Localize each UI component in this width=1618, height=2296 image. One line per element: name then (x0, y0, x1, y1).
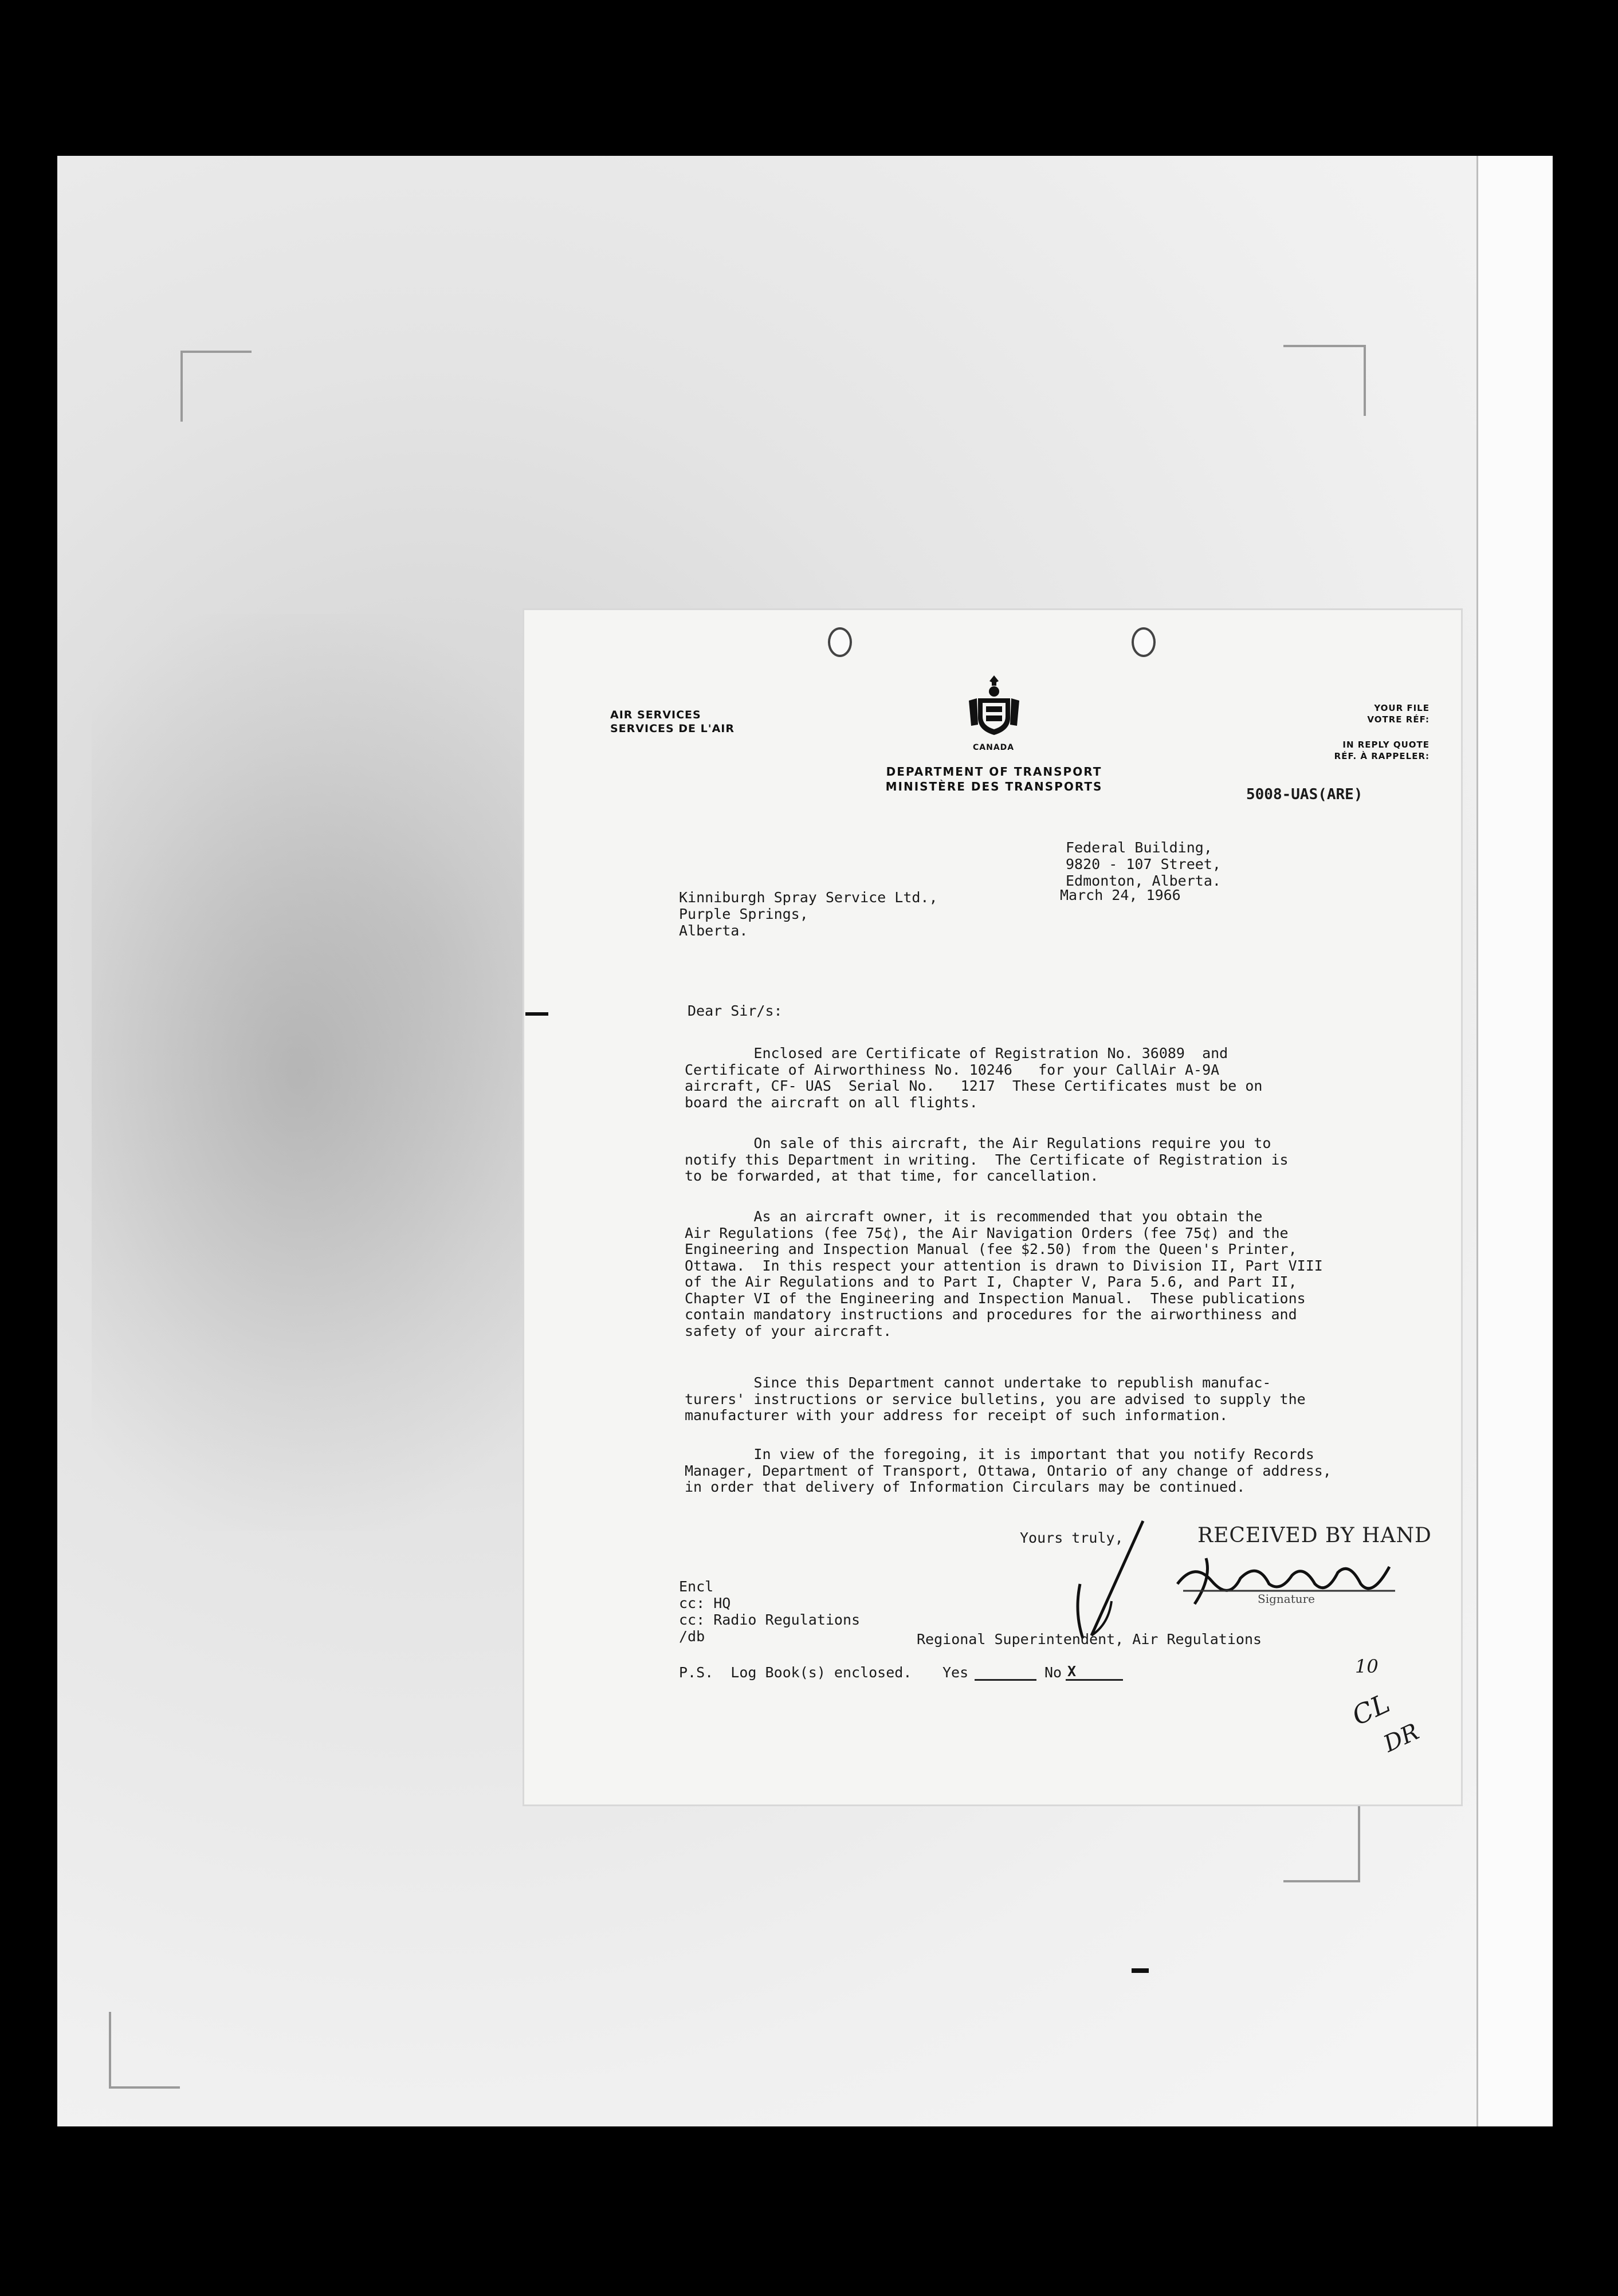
recipient-line3: Alberta. (679, 922, 748, 939)
sender-address-line1: Federal Building, (1066, 839, 1212, 856)
enclosure-line2: cc: HQ (679, 1595, 731, 1611)
corner-mark-top-left (180, 351, 252, 422)
paragraph-line: safety of your aircraft. (685, 1322, 892, 1339)
paragraph-line: Ottawa. In this respect your attention is drawn to Division II, Part VIII (685, 1257, 1323, 1274)
paragraph-sale (685, 1135, 1289, 1185)
enclosure-line1: Encl (679, 1578, 714, 1595)
paragraph-line: in order that delivery of Information Circulars may be continued. (685, 1479, 1246, 1495)
paragraph-line: to be forwarded, at that time, for cancellation. (685, 1167, 1099, 1184)
paragraph-bulletins (685, 1375, 1306, 1424)
paragraph-line: Since this Department cannot undertake to republish manufac- (685, 1374, 1271, 1391)
sender-address-line2: 9820 - 107 Street, (1066, 856, 1221, 872)
your-file-label-fr: VOTRE RÉF: (1367, 714, 1430, 725)
recipient-line1: Kinniburgh Spray Service Ltd., (679, 889, 938, 906)
letterhead-left-line2: SERVICES DE L'AIR (610, 722, 735, 735)
paragraph-line: Chapter VI of the Engineering and Inspection Manual. These publications (685, 1289, 1306, 1307)
official-signature-icon (1057, 1515, 1172, 1647)
recipient-line2: Purple Springs, (679, 906, 808, 922)
corner-mark-bottom-right (1283, 1806, 1360, 1882)
paragraph-certificates (685, 1045, 1262, 1111)
reply-quote-label: IN REPLY QUOTE (1342, 740, 1430, 750)
margin-note-initials-2: DR (1379, 1719, 1423, 1758)
signatory-title: Regional Superintendent, Air Regulations (917, 1631, 1262, 1648)
letter-page (524, 610, 1461, 1804)
postscript-no-label: No (1044, 1664, 1062, 1681)
paragraph-line: Air Regulations (fee 75¢), the Air Navigation Orders (fee 75¢) and the (685, 1224, 1289, 1241)
paragraph-line: notify this Department in writing. The Certificate of Registration is (685, 1151, 1289, 1168)
paragraph-line: manufacturer with your address for receipt of such information. (685, 1407, 1228, 1424)
paragraph-line: Manager, Department of Transport, Ottawa, Ontario of any change of address, (685, 1462, 1332, 1479)
postscript-yes-blank (975, 1679, 1036, 1681)
file-reference: 5008-UAS(ARE) (1246, 786, 1363, 803)
tab-mark-left (525, 1012, 548, 1016)
paragraph-line: Engineering and Inspection Manual (fee $2.50) from the Queen's Printer, (685, 1241, 1297, 1257)
enclosure-line4: /db (679, 1628, 705, 1645)
letterhead-left-line1: AIR SERVICES (610, 709, 701, 721)
corner-mark-top-right (1283, 345, 1366, 416)
postscript-no-blank (1066, 1679, 1123, 1681)
reply-quote-label-fr: RÉF. À RAPPELER: (1334, 751, 1430, 761)
received-by-hand-stamp: RECEIVED BY HAND (1197, 1524, 1432, 1547)
salutation: Dear Sir/s: (688, 1002, 783, 1019)
postscript-label: P.S. Log Book(s) enclosed. (679, 1664, 912, 1681)
paragraph-line: aircraft, CF- UAS Serial No. 1217 These Certificates must be on (685, 1078, 1263, 1094)
paragraph-line: As an aircraft owner, it is recommended that you obtain the (685, 1208, 1263, 1225)
your-file-label: YOUR FILE (1374, 703, 1430, 713)
postscript-yes-label: Yes (942, 1664, 969, 1681)
paragraph-line: turers' instructions or service bulletins, you are advised to supply the (685, 1390, 1306, 1408)
punch-hole-left (828, 627, 852, 657)
letter-date: March 24, 1966 (1060, 887, 1181, 903)
paragraph-line: Certificate of Airworthiness No. 10246 for your CallAir A-9A (685, 1061, 1220, 1078)
punch-hole-right (1132, 627, 1156, 657)
sender-address-line3: Edmonton, Alberta. (1066, 872, 1221, 889)
tab-mark-bottom (1132, 1968, 1149, 1973)
paragraph-line: contain mandatory instructions and procedures for the airworthiness and (685, 1306, 1297, 1323)
dept-name-en: DEPARTMENT OF TRANSPORT (886, 765, 1102, 779)
paragraph-line: In view of the foregoing, it is important that you notify Records (685, 1446, 1314, 1462)
canada-crest-icon (965, 673, 1023, 737)
enclosure-line3: cc: Radio Regulations (679, 1611, 861, 1628)
closing: Yours truly, (1020, 1530, 1124, 1546)
backing-right-edge (1476, 156, 1553, 2126)
margin-note-number: 10 (1355, 1656, 1379, 1677)
corner-mark-bottom-left (109, 2012, 180, 2089)
paragraph-line: board the aircraft on all flights. (685, 1094, 978, 1111)
paragraph-line: On sale of this aircraft, the Air Regulations require you to (685, 1135, 1271, 1151)
crest-label: CANADA (973, 743, 1015, 752)
postscript-no-mark: X (1067, 1663, 1077, 1680)
paragraph-line: Enclosed are Certificate of Registration No. 36089 and (685, 1045, 1228, 1061)
paragraph-publications (685, 1209, 1323, 1339)
signature-label: Signature (1258, 1592, 1315, 1606)
paragraph-line: of the Air Regulations and to Part I, Chapter V, Para 5.6, and Part II, (685, 1273, 1297, 1290)
margin-note-initials-1: CL (1347, 1687, 1395, 1732)
paragraph-address-change (685, 1446, 1332, 1496)
dept-name-fr: MINISTÈRE DES TRANSPORTS (885, 780, 1103, 793)
